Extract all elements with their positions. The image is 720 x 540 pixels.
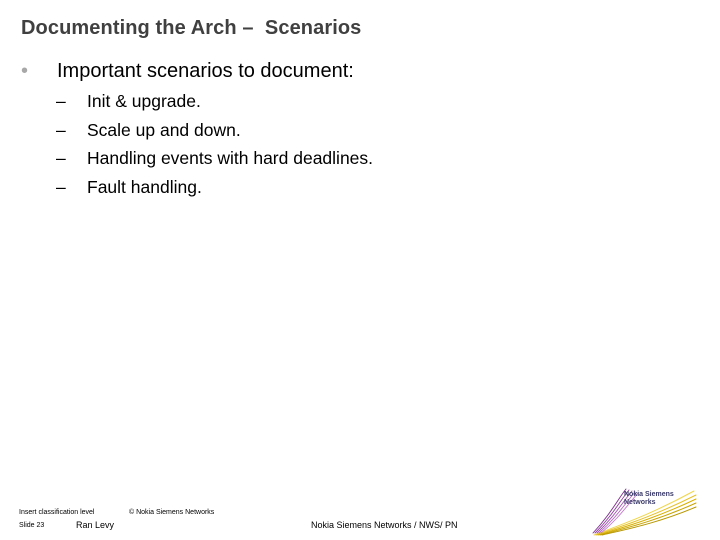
dash-marker: –	[56, 148, 66, 168]
bullet-main	[21, 60, 354, 83]
sub-bullet-item	[56, 91, 373, 120]
slide-title: Documenting the Arch – Scenarios	[21, 17, 362, 39]
footer-copyright: © Nokia Siemens Networks	[129, 509, 215, 516]
dash-marker: –	[56, 176, 66, 197]
sub-bullet-text: Init & upgrade.	[87, 91, 201, 111]
sub-bullet-text: Fault handling.	[87, 176, 202, 197]
dash-marker: –	[56, 119, 66, 140]
footer-author: Ran Levy	[76, 520, 115, 530]
sub-bullet-item	[56, 120, 373, 149]
footer-slide-number: Slide 23	[19, 522, 45, 529]
bullet-text: Important scenarios to document:	[57, 60, 354, 82]
dash-marker: –	[56, 91, 66, 111]
sub-bullet-list	[56, 91, 373, 205]
sub-bullet-item	[56, 177, 373, 206]
bullet-marker: •	[21, 60, 29, 82]
logo-line-1: Nokia Siemens	[624, 491, 674, 498]
sub-bullet-text: Scale up and down.	[87, 119, 241, 140]
footer-classification: Insert classification level	[19, 509, 95, 516]
logo-wordmark	[624, 491, 674, 507]
footer-org: Nokia Siemens Networks / NWS/ PN	[311, 520, 458, 530]
sub-bullet-item	[56, 148, 373, 177]
sub-bullet-text: Handling events with hard deadlines.	[87, 148, 374, 168]
logo-line-2: Networks	[624, 499, 656, 506]
